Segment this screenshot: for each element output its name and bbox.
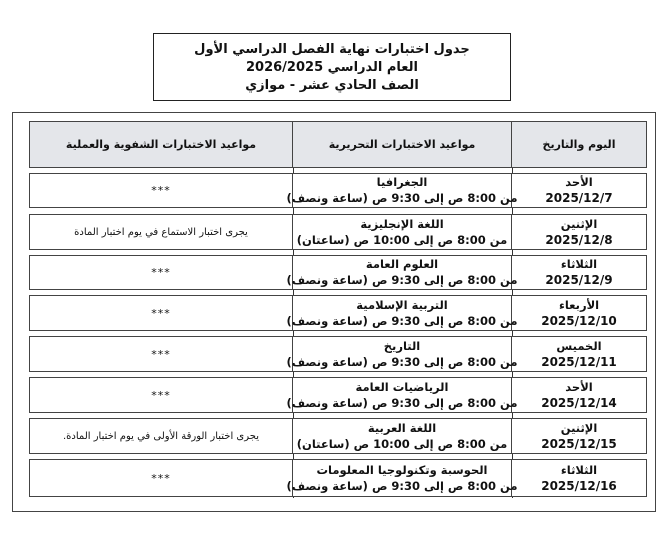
day-date-cell — [511, 256, 646, 289]
table-row — [29, 459, 647, 497]
exam-date: 2025/12/14 — [541, 395, 617, 410]
day-date-cell — [511, 419, 646, 453]
oral-exam-note: *** — [151, 347, 171, 361]
subject-name: التربية الإسلامية — [356, 297, 448, 312]
oral-exam-cell — [30, 296, 292, 330]
header-oral-practical-exams: مواعيد الاختبارات الشفوية والعملية — [65, 138, 257, 151]
day-name: الأحد — [565, 175, 593, 189]
day-name: الأربعاء — [558, 297, 600, 312]
day-date-cell — [511, 174, 646, 207]
oral-exam-note: *** — [151, 388, 171, 402]
day-date-cell — [511, 215, 646, 249]
table-row — [29, 336, 647, 372]
written-exam-cell — [286, 256, 518, 289]
exam-time: من 8:00 ص إلى 9:30 ص (ساعة ونصف) — [286, 395, 518, 410]
exam-time: من 8:00 ص إلى 9:30 ص (ساعة ونصف) — [286, 191, 518, 205]
exam-time: من 8:00 ص إلى 10:00 ص (ساعتان) — [296, 232, 508, 247]
written-exam-cell — [286, 174, 518, 207]
oral-exam-cell — [30, 460, 292, 496]
day-date-cell — [511, 337, 646, 371]
day-name: الإثنين — [560, 216, 598, 231]
subject-name: الرياضيات العامة — [355, 379, 449, 394]
oral-exam-cell — [30, 337, 292, 371]
table-row — [29, 377, 647, 413]
written-exam-cell — [286, 337, 518, 371]
subject-name: الحوسبة وتكنولوجيا المعلومات — [316, 462, 488, 477]
exam-date: 2025/12/10 — [541, 313, 617, 328]
oral-exam-note: *** — [151, 184, 171, 197]
exam-time: من 8:00 ص إلى 9:30 ص (ساعة ونصف) — [286, 273, 518, 287]
day-name: الإثنين — [560, 420, 598, 435]
title-line-academic-year: العام الدراسي 2026/2025 — [246, 59, 418, 75]
title-line-heading: جدول اختبارات نهاية الفصل الدراسي الأول — [194, 41, 470, 57]
table-row — [29, 255, 647, 290]
written-exam-cell — [286, 460, 518, 496]
day-date-cell — [511, 296, 646, 330]
table-header-row — [29, 121, 647, 168]
exam-date: 2025/12/16 — [541, 478, 617, 493]
subject-name: اللغة الإنجليزية — [360, 216, 444, 231]
day-date-cell — [511, 460, 646, 496]
exam-date: 2025/12/7 — [545, 191, 613, 205]
written-exam-cell — [286, 378, 518, 412]
table-row — [29, 173, 647, 208]
day-name: الخميس — [556, 338, 602, 353]
exam-date: 2025/12/11 — [541, 354, 617, 369]
exam-date: 2025/12/8 — [545, 232, 613, 247]
exam-schedule-table — [29, 121, 649, 504]
oral-exam-cell — [30, 419, 292, 453]
header-written-exams: مواعيد الاختبارات التحريرية — [328, 138, 476, 151]
written-exam-cell — [292, 215, 511, 249]
table-row — [29, 214, 647, 250]
day-name: الثلاثاء — [560, 462, 598, 477]
table-row — [29, 418, 647, 454]
written-exam-cell — [292, 419, 511, 453]
oral-exam-note: *** — [151, 306, 171, 320]
exam-time: من 8:00 ص إلى 9:30 ص (ساعة ونصف) — [286, 478, 518, 493]
day-name: الثلاثاء — [560, 257, 598, 271]
exam-date: 2025/12/15 — [541, 436, 617, 451]
oral-exam-note: *** — [151, 471, 171, 485]
exam-date: 2025/12/9 — [545, 273, 613, 287]
subject-name: العلوم العامة — [365, 257, 439, 271]
oral-exam-cell — [30, 378, 292, 412]
header-cell-oral — [30, 122, 292, 167]
oral-exam-note: يجرى اختبار الورقة الأولى في يوم اختبار المادة. — [63, 430, 260, 442]
oral-exam-cell — [30, 174, 292, 207]
oral-exam-note: *** — [151, 266, 171, 279]
day-name: الأحد — [565, 379, 593, 394]
header-day-date: اليوم والتاريخ — [542, 138, 616, 151]
table-row — [29, 295, 647, 331]
document-title-box — [153, 33, 511, 101]
subject-name: اللغة العربية — [367, 420, 437, 435]
exam-time: من 8:00 ص إلى 10:00 ص (ساعتان) — [296, 436, 508, 451]
oral-exam-cell — [30, 256, 292, 289]
subject-name: التاريخ — [383, 338, 421, 353]
header-cell-written — [292, 122, 511, 167]
oral-exam-note: يجرى اختبار الاستماع في يوم اختبار المادة — [74, 226, 248, 238]
oral-exam-cell — [30, 215, 292, 249]
subject-name: الجغرافيا — [376, 175, 428, 189]
day-date-cell — [511, 378, 646, 412]
title-line-grade: الصف الحادي عشر - موازي — [245, 77, 419, 93]
header-cell-day-date — [511, 122, 646, 167]
exam-time: من 8:00 ص إلى 9:30 ص (ساعة ونصف) — [286, 354, 518, 369]
exam-time: من 8:00 ص إلى 9:30 ص (ساعة ونصف) — [286, 313, 518, 328]
written-exam-cell — [286, 296, 518, 330]
